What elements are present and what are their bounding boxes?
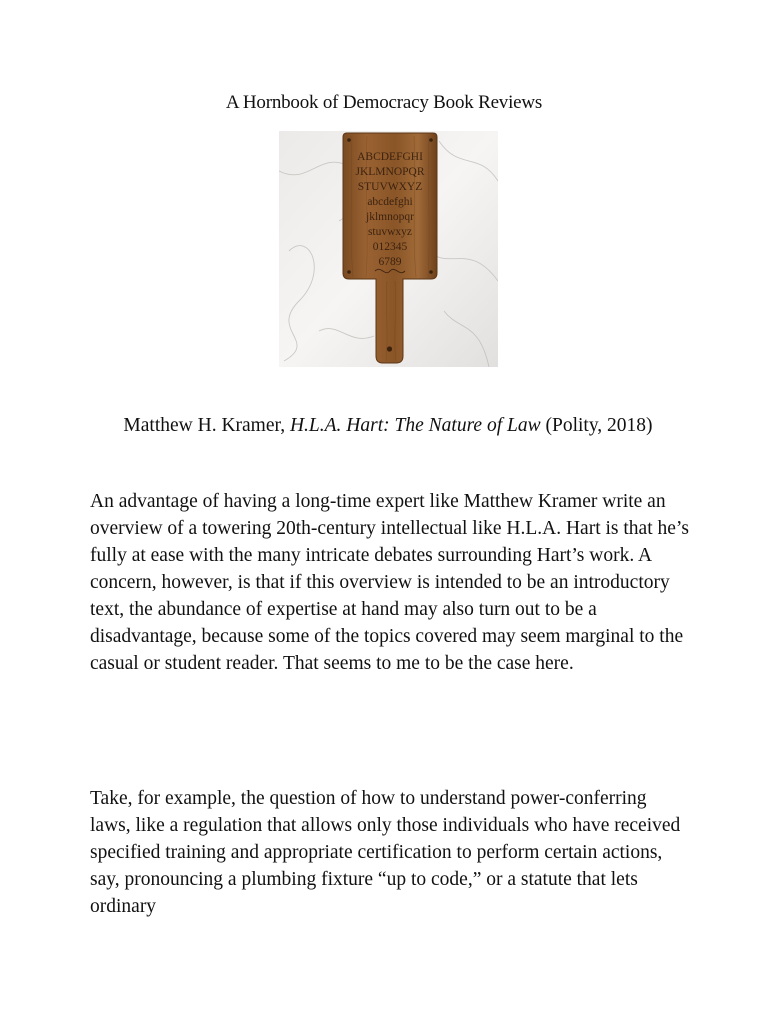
- hornbook-row: stuvwxyz: [367, 226, 413, 238]
- citation-publisher-year: (Polity, 2018): [540, 415, 653, 436]
- hornbook-row: 6789: [378, 256, 402, 268]
- hornbook-image: [279, 131, 498, 367]
- hornbook-row: 012345: [372, 241, 408, 253]
- hornbook-row: abcdefghi: [367, 196, 413, 208]
- hornbook-row: jklmnopqr: [366, 211, 414, 223]
- page-title: A Hornbook of Democracy Book Reviews: [225, 92, 543, 113]
- hornbook-row: STUVWXYZ: [357, 181, 423, 193]
- review-paragraph: An advantage of having a long-time expert like Matthew Kramer write an overview of a towering 20th-century intellectual like H.L.A. Hart is that he’s fully at ease with the many intricate debates surrounding Hart’s work. A concern, however, is that if this overview is intended to be an introductory text, the abundance of expertise at hand may also turn out to be a disadvantage, because some of the topics covered may seem marginal to the casual or student reader. That seems to me to be the case here.: [90, 491, 689, 674]
- review-paragraph: Take, for example, the question of how to understand power-conferring laws, like a regulation that allows only those individuals who have received specified training and appropriate certification to perform certain actions, say, pronouncing a plumbing fixture “up to code,” or a statute that lets ordinary: [90, 788, 681, 917]
- book-citation: [100, 413, 676, 438]
- citation-book-title: H.L.A. Hart: The Nature of Law: [289, 415, 541, 436]
- citation-author: Matthew H. Kramer,: [123, 415, 290, 436]
- hornbook-row: JKLMNOPQR: [355, 166, 425, 178]
- hornbook-row: ABCDEFGHI: [357, 151, 423, 163]
